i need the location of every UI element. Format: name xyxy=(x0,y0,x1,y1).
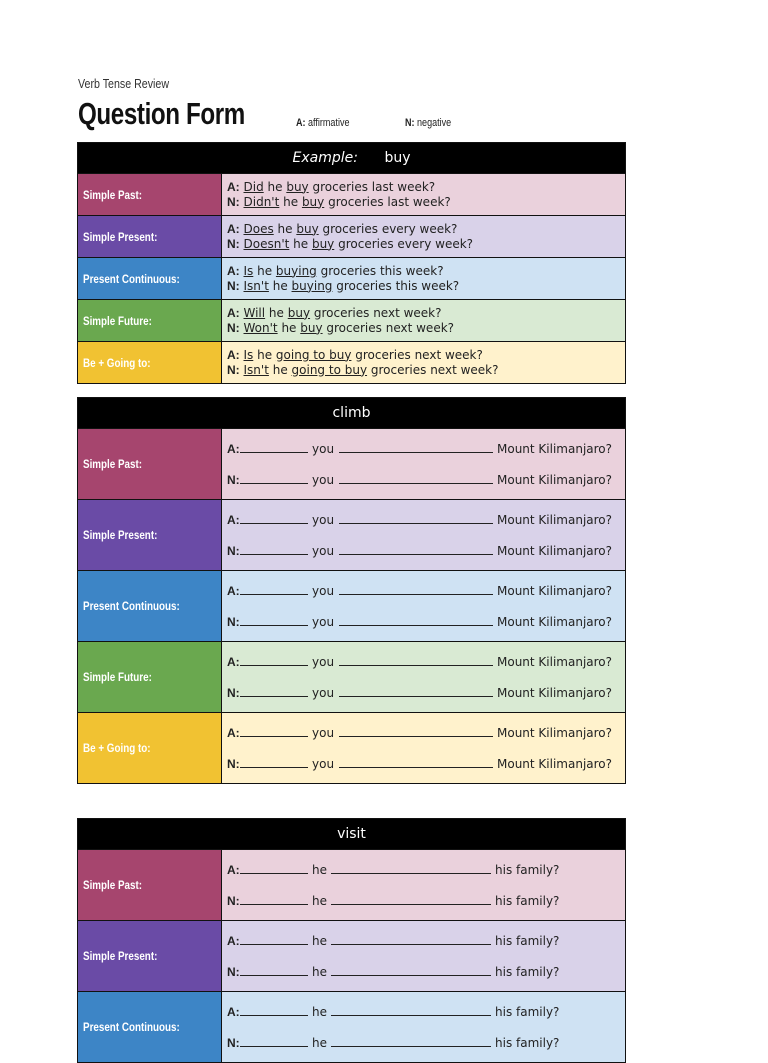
tense-name: Simple Future: xyxy=(83,670,152,684)
subject: you xyxy=(312,756,335,771)
sentence-key: N: xyxy=(227,194,240,209)
answer-blank-auxiliary[interactable] xyxy=(240,936,308,945)
affirmative-sentence xyxy=(227,306,625,321)
sentence-key: A: xyxy=(227,933,240,948)
exercise-sentences xyxy=(222,850,625,920)
answer-blank-auxiliary[interactable] xyxy=(240,967,308,976)
object: his family? xyxy=(495,1035,560,1050)
object: Mount Kilimanjaro? xyxy=(497,441,613,456)
subject: you xyxy=(312,583,335,598)
negative-sentence xyxy=(227,321,625,336)
subject: he xyxy=(263,179,287,194)
sentence-key: A: xyxy=(227,263,240,278)
exercise-row xyxy=(78,920,625,991)
negative-line xyxy=(227,757,625,771)
affirmative-sentence xyxy=(227,348,625,363)
negative-line xyxy=(227,473,625,487)
tense-label xyxy=(78,850,222,920)
subject: he xyxy=(253,347,276,362)
sentence-rest: groceries next week? xyxy=(351,347,483,362)
answer-blank-verb[interactable] xyxy=(339,728,493,737)
climb-table xyxy=(77,397,626,784)
example-sentences xyxy=(222,258,625,299)
answer-blank-verb[interactable] xyxy=(339,688,493,697)
subject: you xyxy=(312,472,335,487)
negative-sentence xyxy=(227,279,625,294)
main-verb: buy xyxy=(311,236,335,251)
subject: he xyxy=(289,236,312,251)
tense-label xyxy=(78,174,222,215)
legend-text: affirmative xyxy=(308,117,350,129)
tense-name: Present Continuous: xyxy=(83,271,180,286)
auxiliary: Did xyxy=(243,179,264,194)
object: Mount Kilimanjaro? xyxy=(497,654,613,669)
main-verb: buy xyxy=(286,179,309,194)
subject: he xyxy=(253,263,276,278)
tense-label xyxy=(78,571,222,641)
sentence-key: A: xyxy=(227,305,240,320)
answer-blank-auxiliary[interactable] xyxy=(240,586,308,595)
negative-line xyxy=(227,894,625,908)
affirmative-line xyxy=(227,863,625,877)
subject: you xyxy=(312,543,335,558)
subject: you xyxy=(312,685,335,700)
visit-table xyxy=(77,818,626,1063)
tense-label xyxy=(78,713,222,783)
object: Mount Kilimanjaro? xyxy=(497,756,613,771)
main-verb: buying xyxy=(291,278,333,293)
answer-blank-auxiliary[interactable] xyxy=(240,444,308,453)
tense-label xyxy=(78,992,222,1062)
auxiliary: Isn't xyxy=(243,362,269,377)
answer-blank-verb[interactable] xyxy=(339,546,493,555)
object: his family? xyxy=(495,893,560,908)
legend-key: A: xyxy=(296,117,306,129)
tense-label xyxy=(78,921,222,991)
negative-line xyxy=(227,965,625,979)
legend-key: N: xyxy=(405,117,415,129)
subject: he xyxy=(312,1004,327,1019)
sentence-rest: groceries next week? xyxy=(310,305,442,320)
subject: you xyxy=(312,441,335,456)
answer-blank-verb[interactable] xyxy=(331,1007,491,1016)
subject: you xyxy=(312,512,335,527)
object: Mount Kilimanjaro? xyxy=(497,472,613,487)
answer-blank-auxiliary[interactable] xyxy=(240,688,308,697)
affirmative-line xyxy=(227,934,625,948)
auxiliary: Isn't xyxy=(243,278,269,293)
legend-negative xyxy=(405,117,451,129)
object: his family? xyxy=(495,964,560,979)
affirmative-line xyxy=(227,513,625,527)
negative-line xyxy=(227,1036,625,1050)
tense-label xyxy=(78,258,222,299)
example-sentences xyxy=(222,216,625,257)
main-verb: going to buy xyxy=(291,362,368,377)
subject: he xyxy=(312,964,327,979)
sentence-key: A: xyxy=(227,583,240,598)
tense-name: Simple Future: xyxy=(83,313,152,328)
negative-sentence xyxy=(227,363,625,378)
answer-blank-verb[interactable] xyxy=(331,896,491,905)
main-verb: buy xyxy=(287,305,311,320)
object: Mount Kilimanjaro? xyxy=(497,614,613,629)
tense-name: Be + Going to: xyxy=(83,355,151,370)
tense-name: Simple Past: xyxy=(83,187,143,202)
sentence-key: A: xyxy=(227,654,240,669)
sentence-key: N: xyxy=(227,543,240,558)
affirmative-line xyxy=(227,442,625,456)
answer-blank-auxiliary[interactable] xyxy=(240,546,308,555)
subject: he xyxy=(277,320,301,335)
answer-blank-auxiliary[interactable] xyxy=(240,617,308,626)
tense-name: Simple Present: xyxy=(83,229,158,244)
negative-line xyxy=(227,615,625,629)
main-verb: buy xyxy=(300,320,323,335)
answer-blank-auxiliary[interactable] xyxy=(240,896,308,905)
answer-blank-verb[interactable] xyxy=(331,967,491,976)
answer-blank-auxiliary[interactable] xyxy=(240,1007,308,1016)
legend-text: negative xyxy=(417,117,452,129)
answer-blank-verb[interactable] xyxy=(339,515,493,524)
sentence-key: A: xyxy=(227,1004,240,1019)
subject: you xyxy=(312,614,335,629)
climb-verb: climb xyxy=(332,405,371,421)
sentence-key: N: xyxy=(227,472,240,487)
sentence-key: A: xyxy=(227,441,240,456)
answer-blank-auxiliary[interactable] xyxy=(240,475,308,484)
auxiliary: Didn't xyxy=(243,194,280,209)
main-verb: buy xyxy=(301,194,325,209)
sentence-rest: groceries every week? xyxy=(318,221,458,236)
subject: you xyxy=(312,725,335,740)
tense-name: Simple Present: xyxy=(83,528,158,542)
example-sentences xyxy=(222,300,625,341)
example-sentences xyxy=(222,174,625,215)
subject: he xyxy=(312,933,327,948)
answer-blank-verb[interactable] xyxy=(331,865,491,874)
sentence-rest: groceries last week? xyxy=(324,194,451,209)
answer-blank-verb[interactable] xyxy=(339,657,493,666)
example-label: Example: xyxy=(292,150,358,166)
tense-label xyxy=(78,216,222,257)
example-row xyxy=(78,215,625,257)
subject: he xyxy=(312,862,327,877)
object: his family? xyxy=(495,933,560,948)
main-verb: going to buy xyxy=(275,347,352,362)
subject: he xyxy=(265,305,288,320)
auxiliary: Is xyxy=(243,263,254,278)
subject: you xyxy=(312,654,335,669)
negative-sentence xyxy=(227,195,625,210)
sentence-rest: groceries this week? xyxy=(332,278,460,293)
example-table xyxy=(77,142,626,384)
sentence-key: N: xyxy=(227,236,240,251)
answer-blank-auxiliary[interactable] xyxy=(240,865,308,874)
answer-blank-verb[interactable] xyxy=(339,475,493,484)
object: his family? xyxy=(495,862,560,877)
exercise-row xyxy=(78,570,625,641)
worksheet-subtitle: Verb Tense Review xyxy=(78,76,170,91)
legend-affirmative xyxy=(296,117,349,129)
sentence-rest: groceries this week? xyxy=(316,263,444,278)
affirmative-sentence xyxy=(227,222,625,237)
tense-name: Simple Past: xyxy=(83,457,143,471)
subject: he xyxy=(268,278,292,293)
tense-label xyxy=(78,642,222,712)
main-verb: buy xyxy=(296,221,319,236)
object: Mount Kilimanjaro? xyxy=(497,583,613,598)
exercise-sentences xyxy=(222,571,625,641)
sentence-rest: groceries every week? xyxy=(334,236,474,251)
sentence-key: N: xyxy=(227,362,240,377)
auxiliary: Doesn't xyxy=(243,236,290,251)
exercise-row xyxy=(78,499,625,570)
tense-name: Present Continuous: xyxy=(83,1020,180,1034)
example-sentences xyxy=(222,342,625,383)
affirmative-sentence xyxy=(227,180,625,195)
answer-blank-verb[interactable] xyxy=(339,617,493,626)
exercise-row xyxy=(78,712,625,783)
auxiliary: Is xyxy=(243,347,254,362)
page-title: Question Form xyxy=(78,96,245,131)
subject: he xyxy=(268,362,292,377)
answer-blank-verb[interactable] xyxy=(339,759,493,768)
example-row xyxy=(78,341,625,383)
exercise-sentences xyxy=(222,992,625,1062)
climb-header xyxy=(78,398,625,428)
answer-blank-auxiliary[interactable] xyxy=(240,759,308,768)
exercise-row xyxy=(78,991,625,1062)
object: Mount Kilimanjaro? xyxy=(497,685,613,700)
example-verb: buy xyxy=(384,150,411,166)
answer-blank-verb[interactable] xyxy=(331,936,491,945)
object: his family? xyxy=(495,1004,560,1019)
auxiliary: Does xyxy=(243,221,274,236)
exercise-row xyxy=(78,428,625,499)
visit-header xyxy=(78,819,625,849)
example-row xyxy=(78,173,625,215)
answer-blank-verb[interactable] xyxy=(339,444,493,453)
sentence-key: N: xyxy=(227,893,240,908)
exercise-sentences xyxy=(222,921,625,991)
sentence-key: N: xyxy=(227,685,240,700)
sentence-key: N: xyxy=(227,614,240,629)
sentence-key: N: xyxy=(227,756,240,771)
sentence-rest: groceries last week? xyxy=(308,179,436,194)
answer-blank-auxiliary[interactable] xyxy=(240,728,308,737)
answer-blank-auxiliary[interactable] xyxy=(240,1038,308,1047)
exercise-row xyxy=(78,641,625,712)
tense-label xyxy=(78,429,222,499)
affirmative-sentence xyxy=(227,264,625,279)
exercise-sentences xyxy=(222,500,625,570)
auxiliary: Will xyxy=(243,305,266,320)
example-row xyxy=(78,299,625,341)
sentence-key: N: xyxy=(227,320,240,335)
sentence-rest: groceries next week? xyxy=(322,320,455,335)
tense-name: Simple Past: xyxy=(83,878,143,892)
sentence-key: A: xyxy=(227,725,240,740)
subject: he xyxy=(312,893,327,908)
affirmative-line xyxy=(227,1005,625,1019)
tense-name: Present Continuous: xyxy=(83,599,180,613)
object: Mount Kilimanjaro? xyxy=(497,543,613,558)
subject: he xyxy=(273,221,297,236)
tense-label xyxy=(78,300,222,341)
negative-sentence xyxy=(227,237,625,252)
sentence-rest: groceries next week? xyxy=(367,362,499,377)
main-verb: buying xyxy=(275,263,317,278)
auxiliary: Won't xyxy=(243,320,278,335)
subject: he xyxy=(312,1035,327,1050)
exercise-sentences xyxy=(222,713,625,783)
negative-line xyxy=(227,686,625,700)
answer-blank-verb[interactable] xyxy=(339,586,493,595)
affirmative-line xyxy=(227,655,625,669)
tense-name: Be + Going to: xyxy=(83,741,151,755)
sentence-key: A: xyxy=(227,179,240,194)
object: Mount Kilimanjaro? xyxy=(497,512,613,527)
answer-blank-auxiliary[interactable] xyxy=(240,657,308,666)
sentence-key: A: xyxy=(227,221,240,236)
exercise-sentences xyxy=(222,642,625,712)
exercise-row xyxy=(78,849,625,920)
tense-name: Simple Present: xyxy=(83,949,158,963)
tense-label xyxy=(78,342,222,383)
visit-verb: visit xyxy=(337,826,366,842)
sentence-key: N: xyxy=(227,278,240,293)
answer-blank-auxiliary[interactable] xyxy=(240,515,308,524)
example-row xyxy=(78,257,625,299)
sentence-key: A: xyxy=(227,862,240,877)
negative-line xyxy=(227,544,625,558)
example-header xyxy=(78,143,625,173)
affirmative-line xyxy=(227,584,625,598)
sentence-key: N: xyxy=(227,964,240,979)
subject: he xyxy=(279,194,302,209)
object: Mount Kilimanjaro? xyxy=(497,725,613,740)
affirmative-line xyxy=(227,726,625,740)
exercise-sentences xyxy=(222,429,625,499)
answer-blank-verb[interactable] xyxy=(331,1038,491,1047)
sentence-key: A: xyxy=(227,512,240,527)
sentence-key: A: xyxy=(227,347,240,362)
sentence-key: N: xyxy=(227,1035,240,1050)
tense-label xyxy=(78,500,222,570)
